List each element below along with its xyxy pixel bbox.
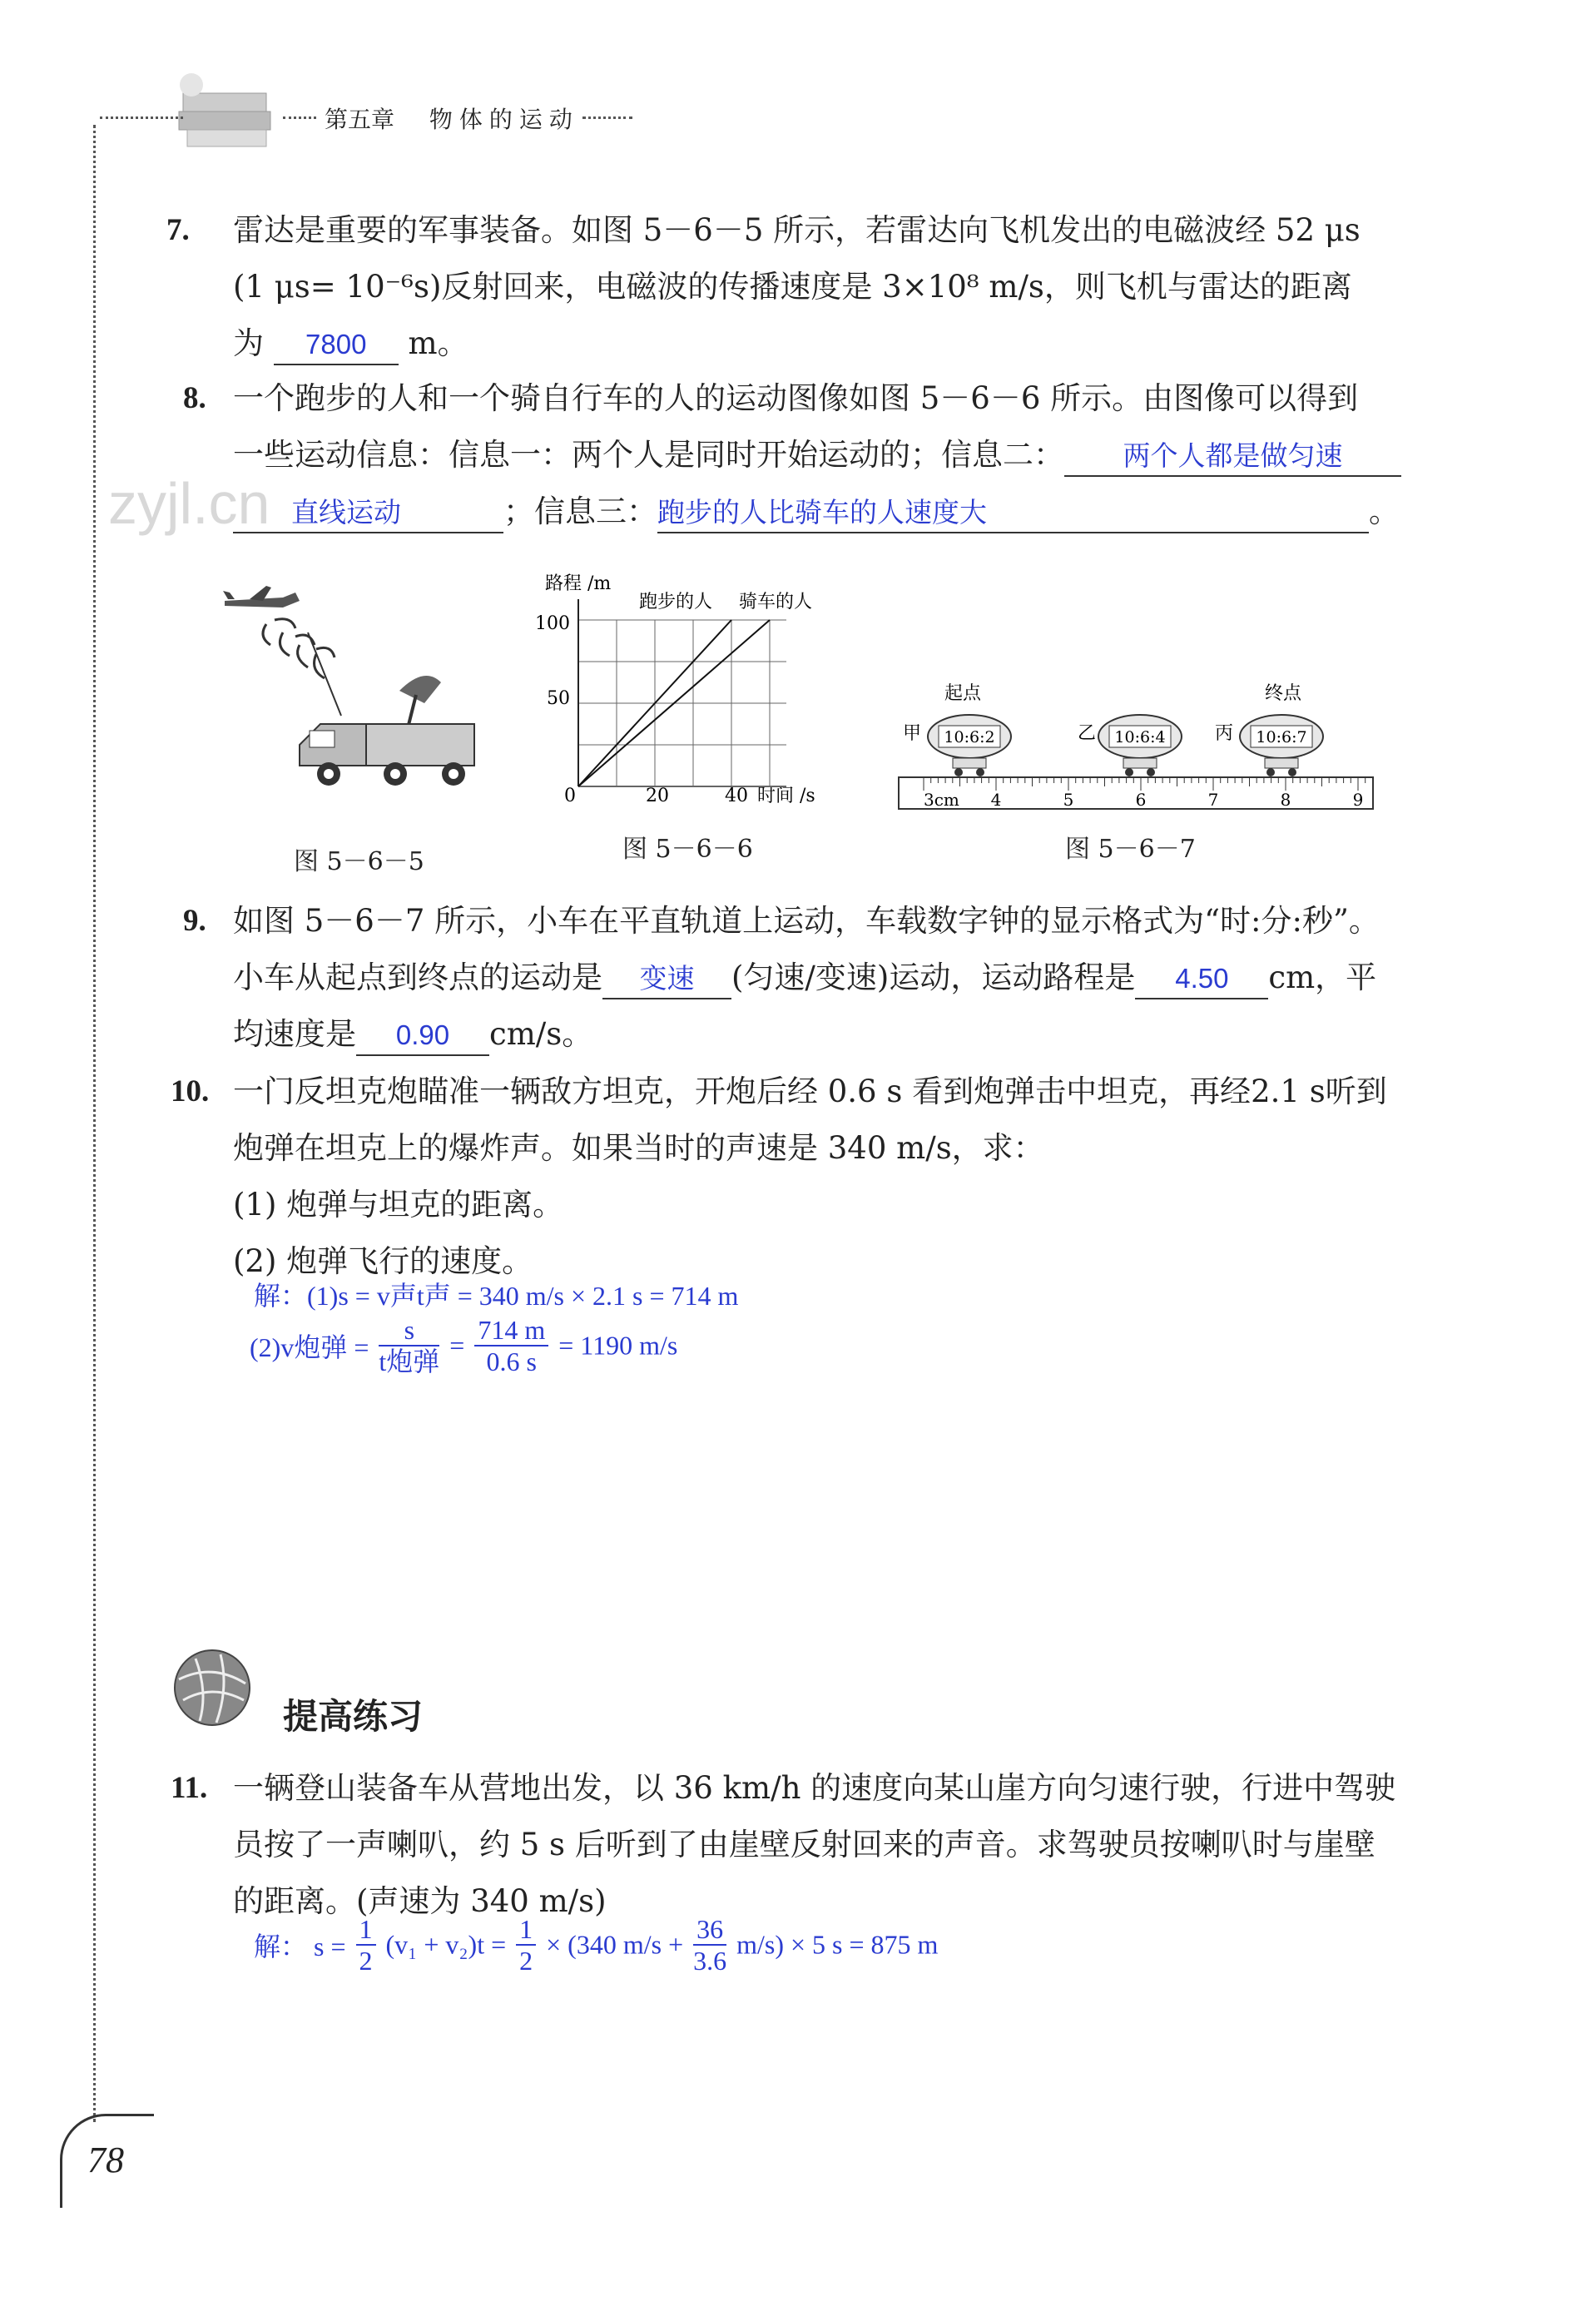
q7-line3-pre: 为 [233,325,264,361]
end-label: 终点 [1265,683,1302,704]
q11-sol-mid1: (v₁ + v₂)t = [385,1929,507,1960]
q7-line3 [233,315,1361,372]
chapter-title: 物体的运动 [429,106,579,133]
q9-line3-pre: 均速度是 [233,1016,356,1052]
q11-sol-pre: 解： s = [254,1932,346,1961]
legend-cyclist: 骑车的人 [739,592,813,612]
q8-answer2b-blank [233,492,503,533]
q8-answer2b: 直线运动 [291,497,401,528]
clock-bing: 10:6:7 [1256,728,1307,746]
q10-line2: 炮弹在坦克上的爆炸声。如果当时的声速是 340 m/s，求： [233,1130,1044,1166]
q10-number: 10. [171,1074,210,1108]
question-10 [171,1064,1387,1290]
q10-sub2: (2) 炮弹飞行的速度。 [233,1243,533,1279]
ruler-label: 8 [1280,790,1291,810]
q9-line1: 如图 5－6－7 所示，小车在平直轨道上运动，车载数字钟的显示格式为“时:分:秒”。 [233,903,1380,939]
header-decoration [166,68,283,151]
q11-half2-top: 1 [516,1914,536,1946]
section-title: 提高练习 [283,1696,424,1737]
ruler-label: 3cm [924,790,959,810]
fig7-caption: 图 5－6－7 [1065,835,1196,864]
track-illustration [890,674,1381,832]
q11-sol-post: m/s) × 5 s = 875 m [736,1929,939,1960]
signal-line [308,632,341,716]
cart-yi [1098,715,1182,776]
clock-jia: 10:6:2 [944,728,995,746]
q10-sub1: (1) 炮弹与坦克的距离。 [233,1187,564,1222]
cart-jia-label: 甲 [903,723,922,744]
q8-mid: ；信息三： [503,493,657,529]
q11-line3: 的距离。(声速为 340 m/s) [233,1883,607,1919]
q11-half1-bot: 2 [359,1946,373,1976]
q11-half-2 [516,1914,536,1976]
cart-bing [1240,715,1323,776]
q9-answer2: 4.50 [1175,963,1229,994]
header-left-dots [283,117,316,119]
q9-answer1: 变速 [639,963,695,994]
radar-illustration [216,574,508,824]
q9-answer3-blank [356,1014,489,1056]
distance-time-chart [533,566,849,816]
q9-line2 [233,950,1380,1006]
ruler-label: 4 [990,790,1002,810]
chart-origin: 0 [564,786,576,806]
q9-line3-post: cm/s。 [489,1016,593,1052]
chart-ytick-50: 50 [547,688,570,709]
cart-bing-label: 丙 [1215,723,1234,744]
q7-line3-post: m。 [408,325,468,361]
q10-frac1 [379,1315,439,1376]
q7-line2: (1 μs= 10⁻⁶s)反射回来，电磁波的传播速度是 3×10⁸ m/s，则飞机与雷达的距离 [233,269,1352,305]
cart-jia [928,715,1011,776]
q11-half-1 [356,1914,376,1976]
ruler-label: 5 [1063,790,1074,810]
q10-frac2-bot: 0.6 s [486,1346,537,1376]
page-number: 78 [87,2140,124,2180]
chart-ytick-100: 100 [535,613,570,634]
q9-number: 9. [183,904,206,938]
q8-line2 [233,427,1401,484]
ruler-label: 9 [1352,790,1364,810]
q9-line3 [233,1006,1380,1063]
legend-runner: 跑步的人 [639,592,713,612]
q10-solution-2: (2)v炮弹 = $\frac{s}{\text{t炮弹}}$ = $\frac{714 m}{0.6 s}$ = 1190 m/s [250,1315,678,1376]
header-chapter [325,102,579,135]
q11-number: 11. [171,1771,208,1805]
q11-solution [254,1914,938,1976]
q11-line1: 一辆登山装备车从营地出发，以 36 km/h 的速度向某山崖方向匀速行驶，行进中驾驶 [233,1770,1396,1806]
q10-frac2-top: 714 m [474,1315,548,1346]
q9-answer3: 0.90 [395,1019,450,1050]
chart-xtick-20: 20 [646,786,669,806]
q10-frac1-top: s [379,1315,439,1346]
q10-sol2-pre: (2)v炮弹 = [250,1332,369,1362]
q8-number: 8. [183,381,206,415]
fig6-caption: 图 5－6－6 [622,835,753,864]
question-8 [175,370,1401,540]
section-icon [171,1646,254,1733]
globe-icon [171,1646,254,1729]
clock-yi: 10:6:4 [1114,728,1166,746]
header-dotted-line [100,117,183,119]
q10-line1: 一门反坦克炮瞄准一辆敌方坦克，开炮后经 0.6 s 看到炮弹击中坦克，再经2.1 s听到 [233,1074,1387,1109]
q9-answer2-blank [1135,958,1268,999]
q10-sol2-post: = 1190 m/s [558,1330,678,1361]
q7-number: 7. [166,213,190,247]
chart-ylabel: 路程 /m [545,573,612,594]
chart-xlabel: 时间 /s [757,786,815,806]
q10-frac2 [474,1315,548,1376]
q8-answer3-blank [657,492,1369,533]
fig5-caption: 图 5－6－5 [294,847,424,876]
q10-solution-1: 解：(1)s = v声t声 = 340 m/s × 2.1 s = 714 m [254,1281,739,1311]
figure-5-6-5 [216,574,508,824]
q11-sol-mid2: × (340 m/s + [546,1929,684,1960]
q7-answer: 7800 [305,329,367,360]
books-icon [166,68,283,151]
q11-half2-bot: 2 [519,1946,533,1976]
q11-half1-top: 1 [356,1914,376,1946]
figure-5-6-6 [533,566,849,816]
q10-frac1-bot: t炮弹 [379,1346,440,1376]
q7-line1: 雷达是重要的军事装备。如图 5－6－5 所示，若雷达向飞机发出的电磁波经 52 μs [233,212,1361,248]
header-right-dots [582,117,632,119]
chart-xtick-40: 40 [725,786,748,806]
q9-line2-pre: 小车从起点到终点的运动是 [233,960,602,995]
q9-line2-post: cm，平 [1268,960,1377,995]
q8-line3 [233,484,1401,540]
ruler-label: 6 [1135,790,1147,810]
cart-yi-label: 乙 [1078,723,1097,744]
ruler-label: 7 [1207,790,1219,810]
wave-arcs [263,619,335,678]
chapter-label: 第五章 [325,106,395,133]
q8-line2-text: 一些运动信息：信息一：两个人是同时开始运动的；信息二： [233,437,1064,473]
q11-frac-top: 36 [693,1914,726,1946]
question-9 [175,893,1380,1063]
question-7 [166,202,1361,372]
q9-answer1-blank [602,958,731,999]
q8-answer3: 跑步的人比骑车的人速度大 [657,497,987,528]
radar-truck-icon [300,676,474,786]
figure-5-6-7 [890,674,1381,832]
q9-line2-mid: (匀速/变速)运动，运动路程是 [731,960,1136,995]
q11-speed-frac [693,1914,726,1976]
left-dotted-margin [93,125,96,2122]
watermark: zyjl.cn [108,471,270,536]
q11-frac-bot: 3.6 [693,1946,727,1976]
question-11 [171,1760,1396,1930]
q8-end: 。 [1369,493,1400,529]
q8-answer2-blank [1064,435,1401,477]
q8-line1: 一个跑步的人和一个骑自行车的人的运动图像如图 5－6－6 所示。由图像可以得到 [233,380,1359,416]
q11-line2: 员按了一声喇叭，约 5 s 后听到了由崖壁反射回来的声音。求驾驶员按喇叭时与崖壁 [233,1827,1375,1862]
airplane-icon [223,586,300,608]
q7-answer-blank [274,324,399,365]
start-label: 起点 [944,683,982,704]
q8-answer2a: 两个人都是做匀速 [1123,440,1343,471]
